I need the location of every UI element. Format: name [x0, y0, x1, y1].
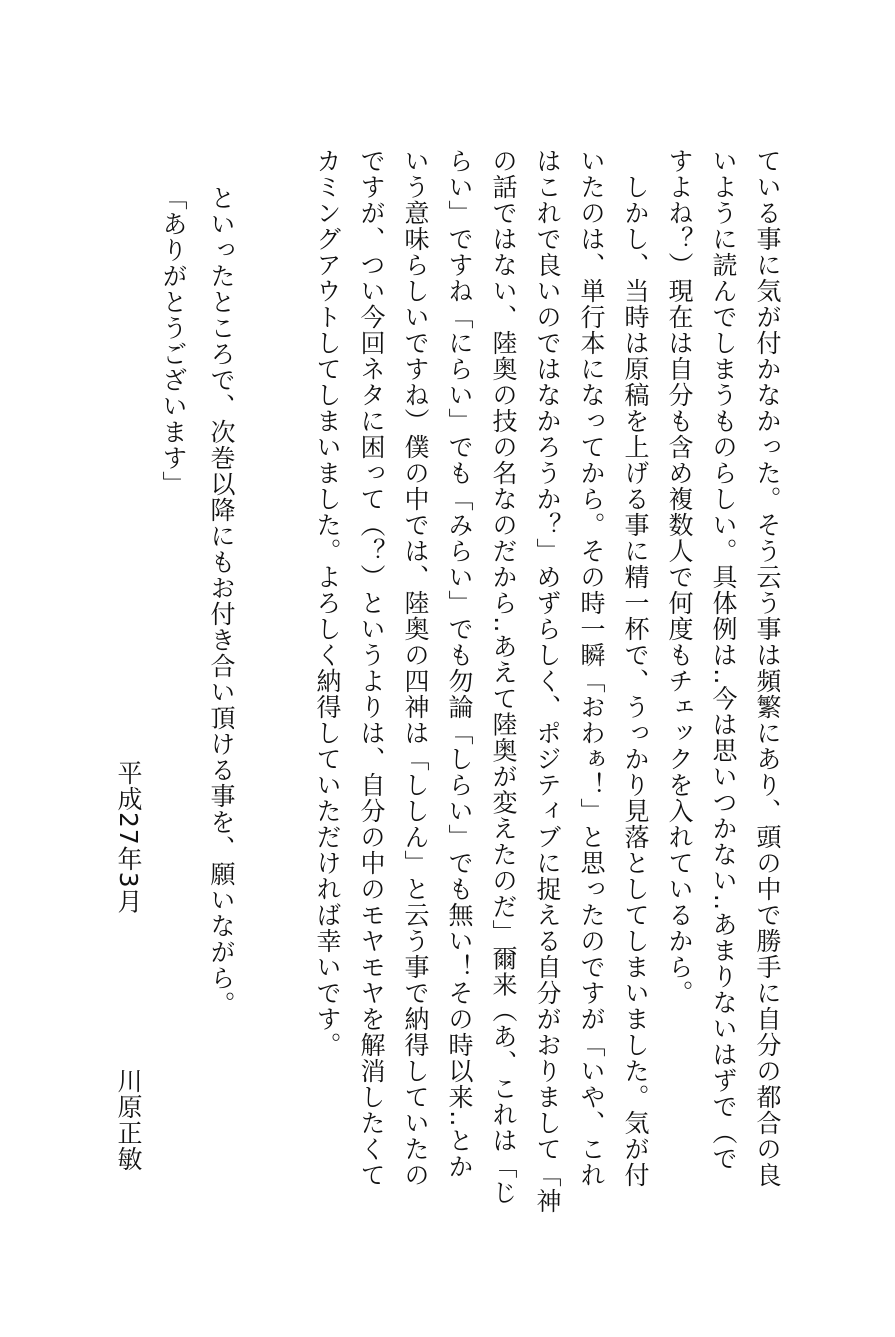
- text-line: いたのは、単行本になってから。その時一瞬「おわぁ！」と思ったのですが「いや、これ: [577, 148, 606, 1188]
- text-line: カミングアウトしてしまいました。よろしく納得していただければ幸いです。: [313, 148, 342, 1058]
- text-line: はこれで良いのではなかろうか？」めずらしく、ポジティブに捉える自分がおりまして「神: [533, 148, 562, 1214]
- text-line: の話ではない、陸奥の技の名なのだから‥あえて陸奥が変えたのだ」爾来（あ、これは「じ: [489, 148, 518, 1206]
- afterword-body: [305, 148, 789, 1214]
- text-line: すよね？）現在は自分も含め複数人で何度もチェックを入れているから。: [665, 148, 694, 1006]
- author-name: 川原正敏: [114, 1068, 143, 1172]
- thanks-text: 「ありがとうございます」: [159, 185, 188, 497]
- date: 平成27年3月: [114, 760, 143, 915]
- closing-line: [199, 185, 243, 1185]
- text-line: らい」ですね「にらい」でも「みらい」でも勿論「しらい」でも無い！その時以来‥とか: [445, 148, 474, 1180]
- closing-text: といったところで、次巻以降にもお付き合い頂ける事を、願いながら。: [207, 185, 236, 1017]
- text-line: いように読んでしまうものらしい。具体例は‥今は思いつかない‥あまりないはずで（で: [709, 148, 738, 1172]
- text-line: ている事に気が付かなかった。そう云う事は頻繁にあり、頭の中で勝手に自分の都合の良: [753, 148, 782, 1188]
- text-line: しかし、当時は原稿を上げる事に精一杯で、うっかり見落としてしまいました。気が付: [621, 148, 650, 1188]
- thanks-line: [151, 185, 195, 497]
- text-line: いう意味らしいですね）僕の中では、陸奥の四神は「ししん」と云う事で納得していたの: [401, 148, 430, 1188]
- text-line: ですが、つい今回ネタに困って（？）というよりは、自分の中のモヤモヤを解消したくて: [357, 148, 386, 1188]
